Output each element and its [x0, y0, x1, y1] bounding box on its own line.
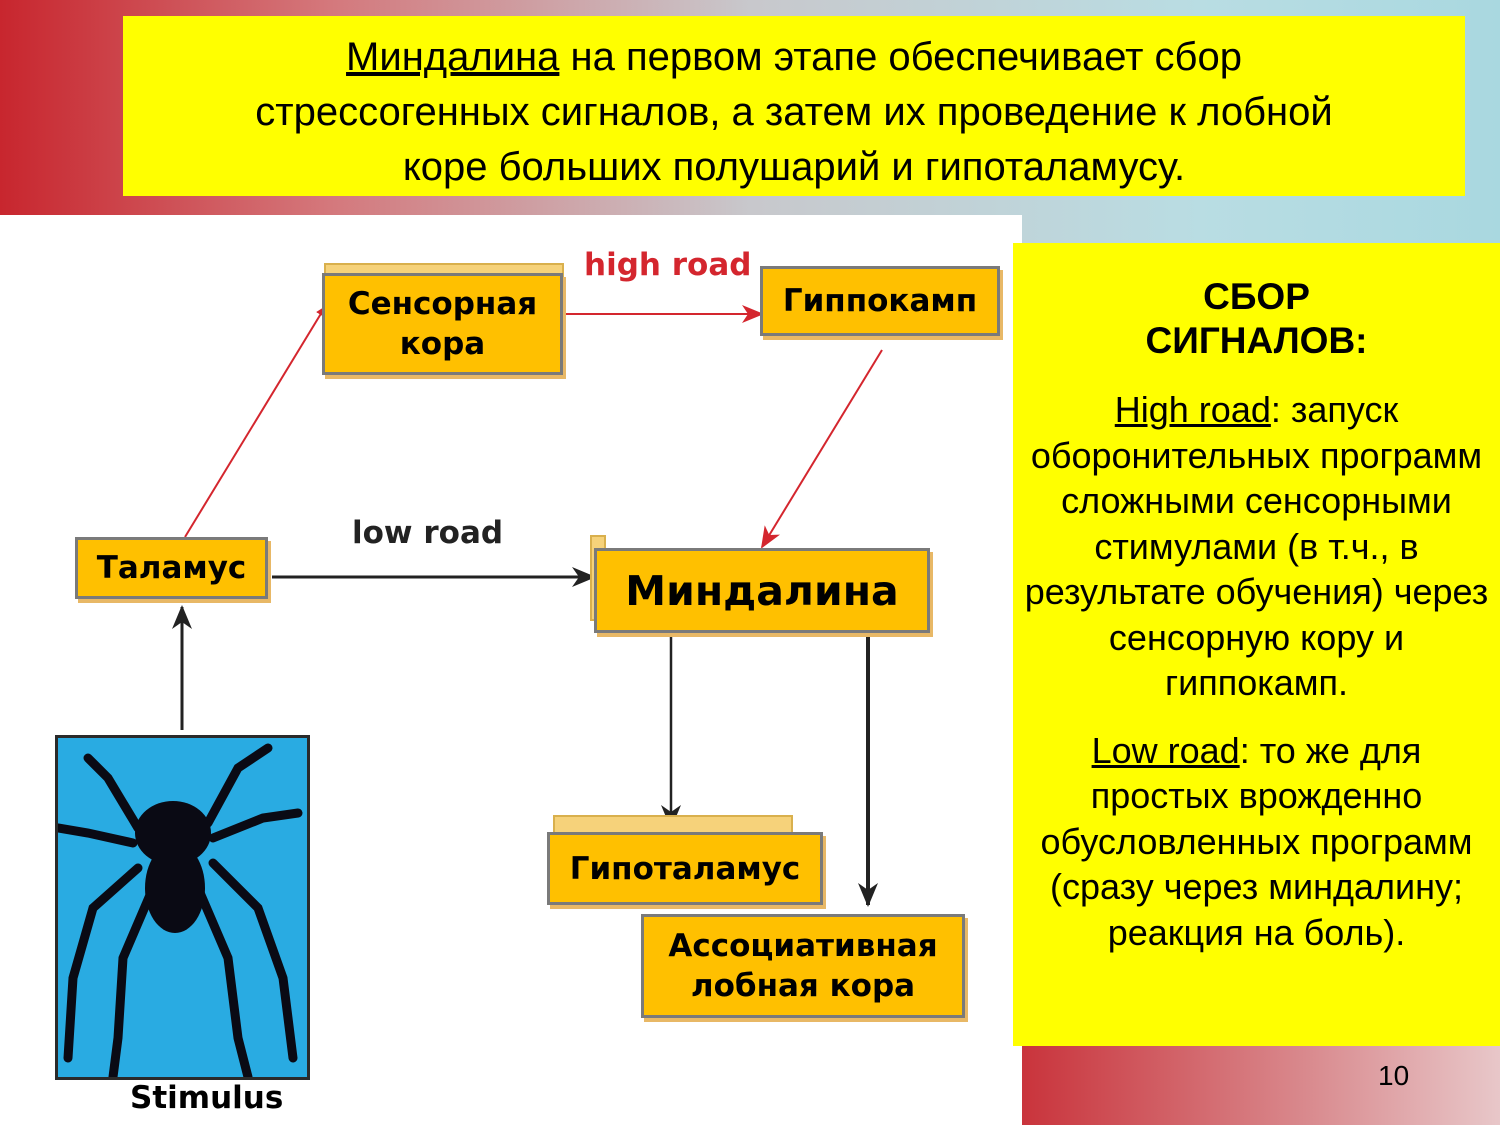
bottom-decor-band: [1020, 1045, 1500, 1125]
arrow-hippocampus-to-amygdala: [762, 350, 882, 547]
title-line-3: коре больших полушарий и гипоталамусу.: [402, 145, 1186, 189]
node-amygdala: Миндалина: [594, 548, 930, 633]
slide-title: [123, 16, 1465, 196]
node-hypothalamus: Гипоталамус: [547, 832, 823, 905]
arrow-thalamus-to-sensory-cortex: [185, 307, 325, 537]
stimulus-image: [55, 735, 310, 1080]
node-associative-frontal-cortex: Ассоциативная лобная кора: [641, 914, 965, 1018]
panel-heading: СБОР СИГНАЛОВ:: [1145, 276, 1368, 361]
low-road-term: Low road: [1091, 729, 1240, 771]
low-road-label: low road: [352, 515, 504, 551]
amygdala-pathway-diagram: [0, 215, 1022, 1125]
signal-collection-panel: [1013, 243, 1500, 1046]
high-road-term: High road: [1114, 389, 1271, 430]
title-line-1: [123, 30, 1465, 85]
title-line-2: стрессогенных сигналов, а затем их проведение к лобной: [255, 90, 1333, 134]
high-road-paragraph: [1023, 387, 1490, 706]
node-hippocampus: Гиппокамп: [760, 266, 1000, 336]
title-underlined-term: Миндалина: [346, 35, 560, 79]
stimulus-label: Stimulus: [130, 1080, 284, 1116]
title-line-1-rest: на первом этапе обеспечивает сбор: [559, 35, 1242, 79]
high-road-label: high road: [584, 247, 752, 283]
node-sensory-cortex: Сенсорная кора: [322, 273, 563, 375]
high-road-text: : запуск оборонительных программ сложными сенсорными стимулами (в т.ч., в результате обучения) через сенсорную кору и гиппокамп.: [1024, 389, 1489, 703]
spider-icon: [58, 738, 307, 1077]
low-road-paragraph: [1023, 728, 1490, 956]
low-road-text: : то же для простых врожденно обусловленных программ (сразу через миндалину; реакция на боль).: [1040, 729, 1473, 953]
page-number: 10: [1378, 1060, 1410, 1091]
node-thalamus: Таламус: [75, 537, 268, 599]
